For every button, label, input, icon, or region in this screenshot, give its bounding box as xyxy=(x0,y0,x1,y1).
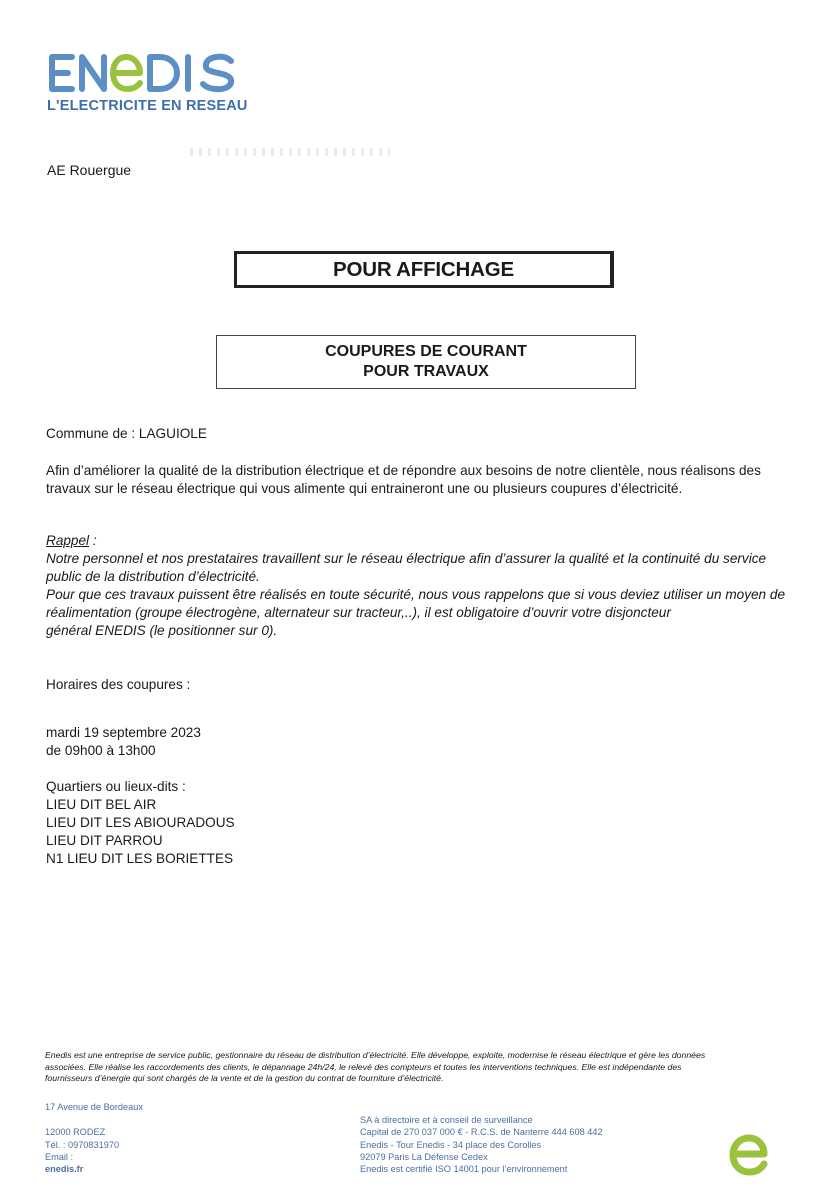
rappel-heading-text: Rappel xyxy=(46,533,90,548)
sender-name: AE Rouergue xyxy=(47,162,132,178)
schedule-date: mardi 19 septembre 2023 xyxy=(46,725,201,740)
address-tel: Tél. : 0970831970 xyxy=(45,1139,120,1150)
footer-address xyxy=(45,1101,143,1175)
schedule-time: de 09h00 à 13h00 xyxy=(46,743,156,758)
location-item: LIEU DIT PARROU xyxy=(46,833,163,848)
address-city: 12000 RODEZ xyxy=(45,1127,106,1138)
rappel-line-4: réalimentation (groupe électrogène, alternateur sur tracteur,..), il est obligatoire d’ouvrir votre disjoncteur xyxy=(46,605,671,620)
enedis-e-logo-icon xyxy=(728,1134,770,1176)
address-web: enedis.fr xyxy=(45,1164,84,1175)
rappel-line-5: général ENEDIS (le positionner sur 0). xyxy=(46,623,278,638)
rappel-line-3: Pour que ces travaux puissent être réalisés en toute sécurité, nous vous rappelons que si vous deviez utiliser un moyen de xyxy=(46,587,786,602)
enedis-logo xyxy=(46,52,238,94)
legal-line: Capital de 270 037 000 € - R.C.S. de Nanterre 444 608 442 xyxy=(360,1127,603,1138)
commune-line: Commune de : LAGUIOLE xyxy=(46,426,207,441)
location-item: LIEU DIT BEL AIR xyxy=(46,797,157,812)
intro-line-1: Afin d’améliorer la qualité de la distribution électrique et de répondre aux besoins de notre clientèle, nous réalisons des xyxy=(46,463,761,478)
legal-line: SA à directoire et à conseil de surveillance xyxy=(360,1115,533,1125)
subtitle-line-1: COUPURES DE COURANT xyxy=(325,343,527,360)
locations-heading: Quartiers ou lieux-dits : xyxy=(46,779,186,794)
intro-line-2: travaux sur le réseau électrique qui vous alimente qui entraineront une ou plusieurs coupures d’électricité. xyxy=(46,481,683,496)
rappel-line-2: public de la distribution d’électricité. xyxy=(46,569,260,584)
location-item: LIEU DIT LES ABIOURADOUS xyxy=(46,815,235,830)
footer-description-line: Enedis est une entreprise de service public, gestionnaire du réseau de distribution d’électricité. Elle développe, exploite, modernise le réseau électrique et gère les données xyxy=(45,1050,706,1060)
address-email: Email : xyxy=(45,1151,74,1162)
schedule-heading: Horaires des coupures : xyxy=(46,677,191,692)
scan-artifact xyxy=(190,148,390,156)
rappel-line-1: Notre personnel et nos prestataires travaillent sur le réseau électrique afin d’assurer la qualité et la continuité du service xyxy=(46,551,767,566)
logo-tagline: L'ELECTRICITE EN RESEAU xyxy=(47,98,248,114)
footer-description-line: fournisseurs d’énergie qui sont chargés de la vente et de la gestion du contrat de fourniture d’électricité. xyxy=(45,1073,444,1083)
footer-legal xyxy=(360,1114,603,1175)
legal-line: Enedis - Tour Enedis - 34 place des Corolles xyxy=(360,1139,542,1150)
location-item: N1 LIEU DIT LES BORIETTES xyxy=(46,851,234,866)
address-street: 17 Avenue de Bordeaux xyxy=(45,1102,143,1112)
rappel-heading xyxy=(46,532,97,550)
subtitle-box xyxy=(216,335,636,389)
footer-description-line: associées. Elle réalise les raccordements des clients, le dépannage 24h/24, le relevé des compteurs et toutes les interventions techniques. Elle est indépendante des xyxy=(45,1061,682,1072)
footer-description xyxy=(45,1050,775,1085)
title-text: POUR AFFICHAGE xyxy=(333,257,514,281)
legal-line: 92079 Paris La Défense Cedex xyxy=(360,1151,488,1162)
title-box xyxy=(234,251,614,288)
subtitle-line-2: POUR TRAVAUX xyxy=(363,363,489,380)
rappel-heading-colon: : xyxy=(89,533,97,548)
legal-line: Enedis est certifié ISO 14001 pour l’environnement xyxy=(360,1164,568,1175)
